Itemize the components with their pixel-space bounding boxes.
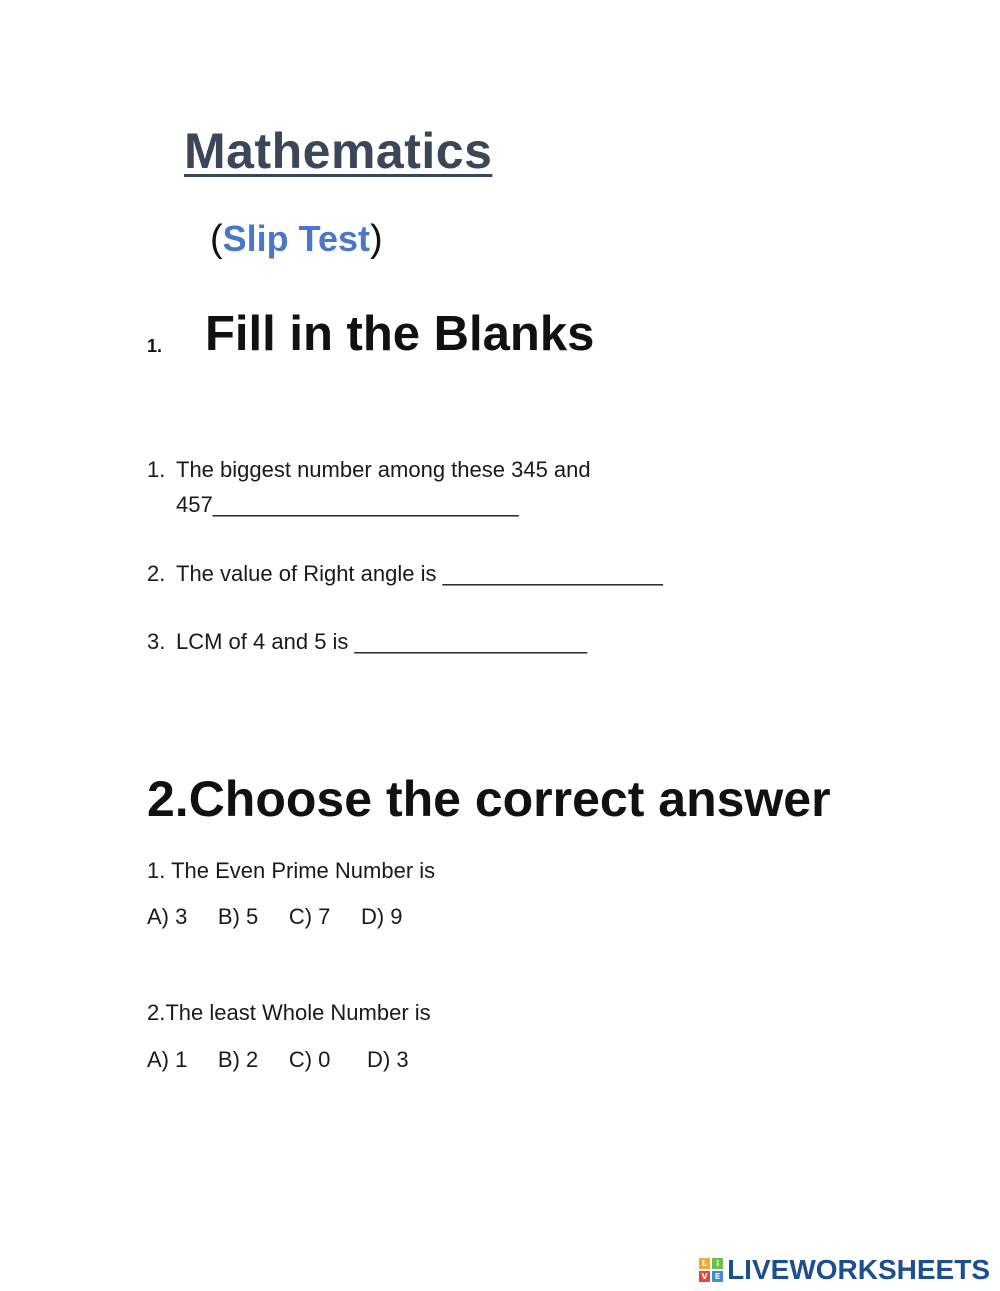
liveworksheets-text: LIVEWORKSHEETS (727, 1254, 990, 1285)
page-title: Mathematics (184, 123, 493, 179)
liveworksheets-logo-icon (699, 1258, 723, 1282)
subtitle-close-paren: ) (370, 218, 383, 260)
logo-letter-l: L (699, 1258, 710, 1269)
section2-title: 2.Choose the correct answer (147, 771, 831, 827)
logo-letter-i: I (712, 1258, 723, 1269)
logo-letter-v: V (699, 1271, 710, 1282)
mc-question-2-options[interactable]: A) 1 B) 2 C) 0 D) 3 (147, 1047, 409, 1072)
fill-question-1-number: 1. (147, 457, 166, 482)
mc-question-1: 1. The Even Prime Number is (147, 858, 436, 883)
subtitle-text: Slip Test (222, 218, 371, 259)
section1-title: Fill in the Blanks (205, 307, 595, 361)
fill-question-3-text[interactable]: LCM of 4 and 5 is ___________________ (176, 629, 588, 654)
fill-question-2-text[interactable]: The value of Right angle is __________________ (176, 561, 663, 586)
page-subtitle (210, 218, 383, 261)
fill-question-2-number: 2. (147, 561, 166, 586)
subtitle-open-paren: ( (210, 218, 223, 260)
section1-number: 1. (147, 336, 163, 356)
fill-question-3-number: 3. (147, 629, 166, 654)
fill-question-1-blank[interactable]: 457_________________________ (176, 492, 519, 517)
mc-question-2: 2.The least Whole Number is (147, 1000, 431, 1025)
mc-question-1-options[interactable]: A) 3 B) 5 C) 7 D) 9 (147, 904, 403, 929)
liveworksheets-brand[interactable] (699, 1254, 990, 1286)
fill-question-1-text: The biggest number among these 345 and (176, 457, 591, 482)
logo-letter-e: E (712, 1271, 723, 1282)
